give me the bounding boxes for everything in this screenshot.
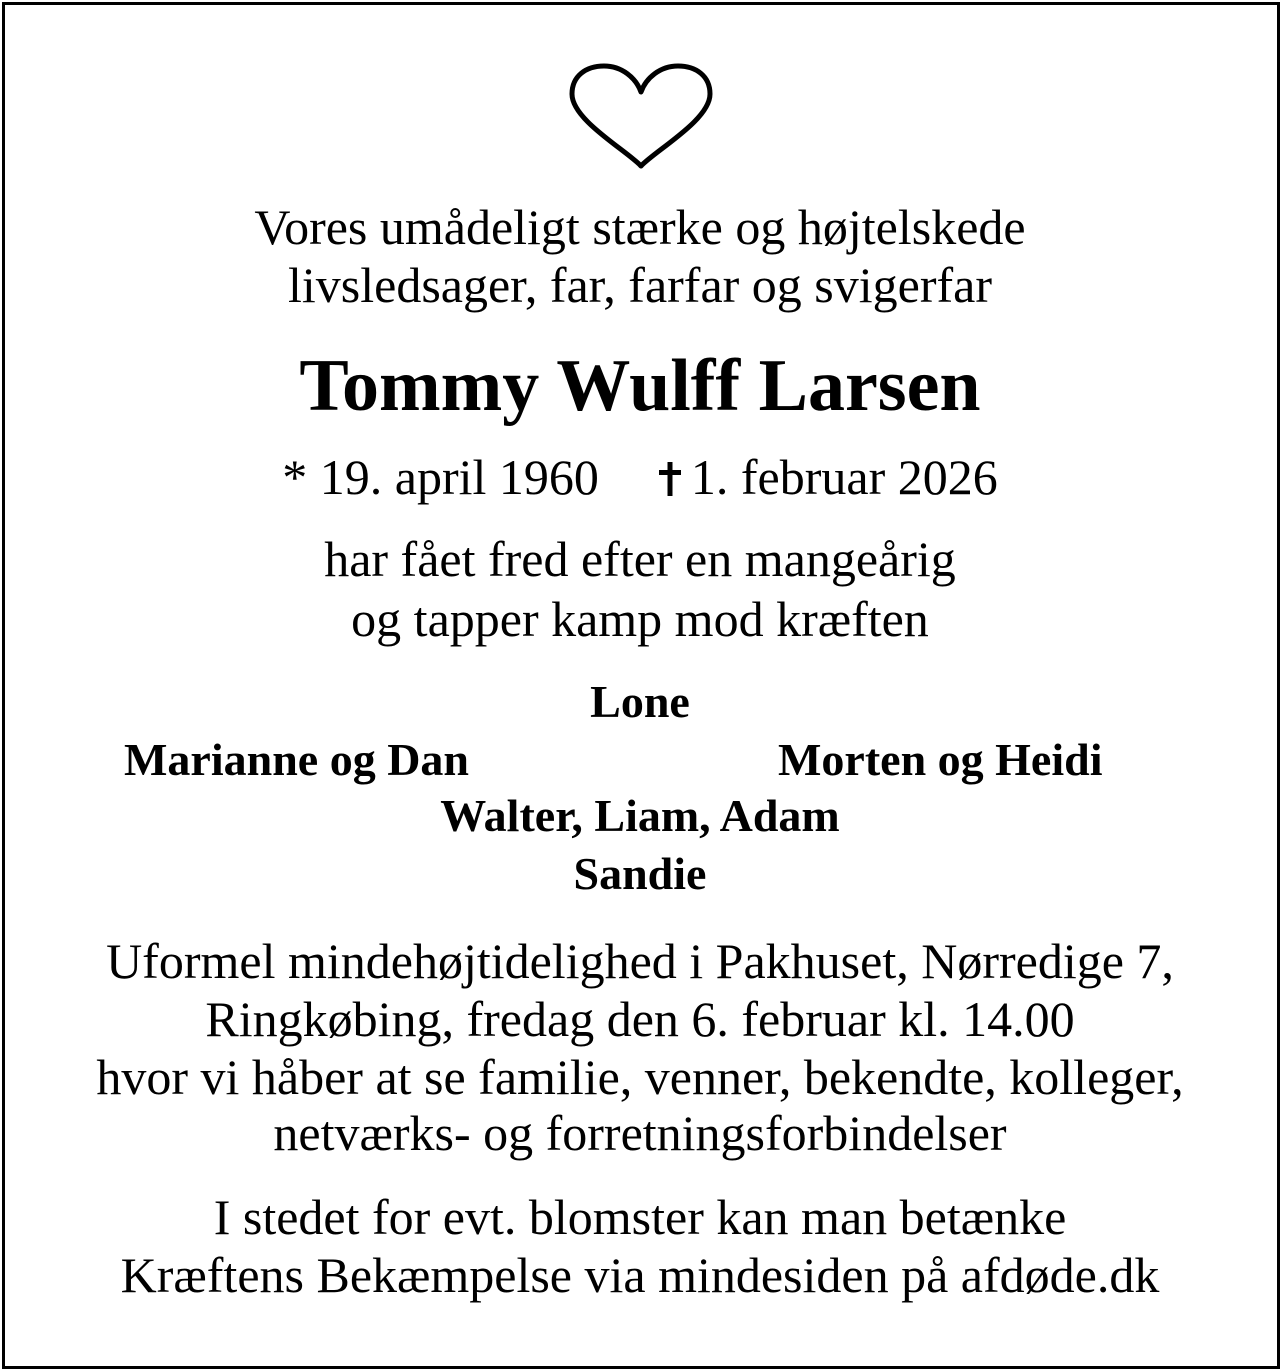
memorial-line-4: netværks- og forretningsforbindelser xyxy=(273,1105,1007,1161)
memorial-line-2: Ringkøbing, fredag den 6. februar kl. 14.00 xyxy=(205,991,1075,1047)
heart-icon xyxy=(566,62,716,172)
intro-line-2: livsledsager, far, farfar og svigerfar xyxy=(288,257,992,313)
life-dates xyxy=(0,448,1280,506)
deceased-name: Tommy Wulff Larsen xyxy=(299,345,981,427)
message-line-1: har fået fred efter en mangeårig xyxy=(324,531,956,587)
memorial-line-3: hvor vi håber at se familie, venner, bekendte, kolleger, xyxy=(96,1049,1184,1105)
intro-line-1: Vores umådeligt stærke og højtelskede xyxy=(254,199,1026,255)
death-date: 1. februar 2026 xyxy=(690,449,998,505)
donation-line-1: I stedet for evt. blomster kan man betænke xyxy=(213,1189,1067,1245)
family-spouse: Lone xyxy=(590,676,690,727)
family-other: Sandie xyxy=(573,848,707,899)
family-grandchildren: Walter, Liam, Adam xyxy=(440,790,840,841)
message-line-2: og tapper kamp mod kræften xyxy=(351,591,929,647)
donation-line-2: Kræftens Bekæmpelse via mindesiden på afdøde.dk xyxy=(120,1247,1160,1303)
memorial-line-1: Uformel mindehøjtidelighed i Pakhuset, Nørredige 7, xyxy=(106,933,1174,989)
family-child-2: Morten og Heidi xyxy=(778,734,1103,785)
family-child-1: Marianne og Dan xyxy=(124,734,469,785)
cross-icon xyxy=(659,448,681,506)
birth-date: * 19. april 1960 xyxy=(282,449,599,505)
